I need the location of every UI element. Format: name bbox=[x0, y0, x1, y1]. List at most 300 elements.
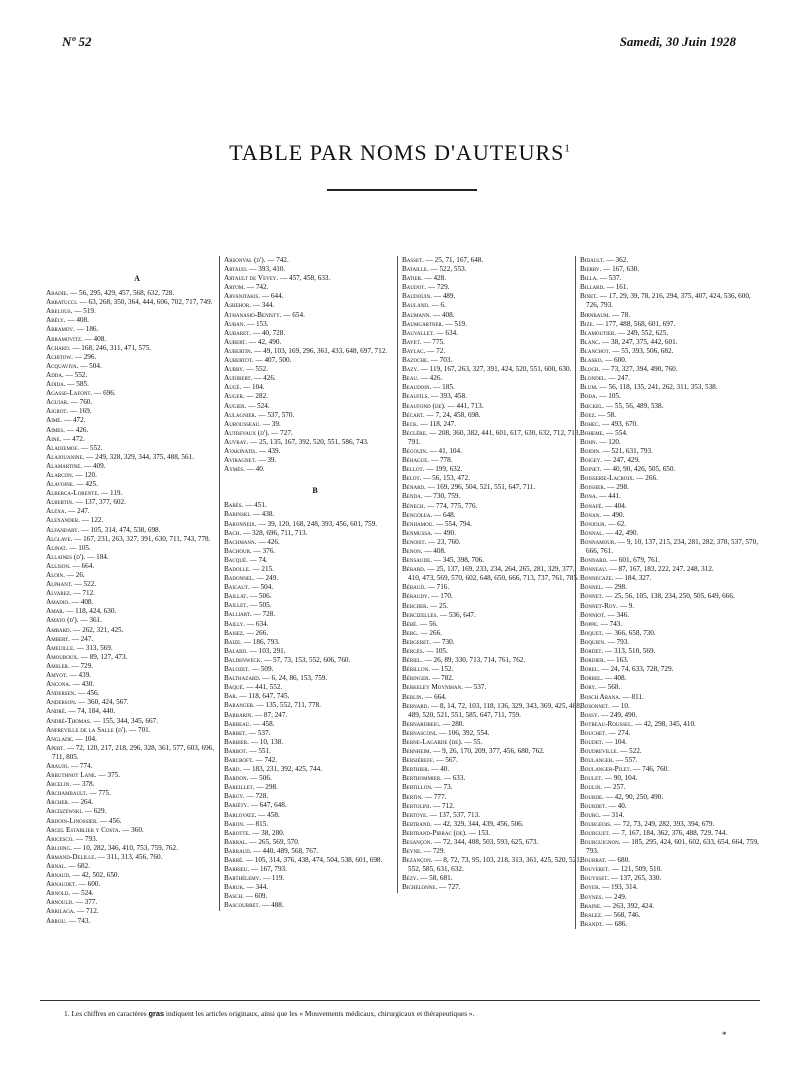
author-entry bbox=[580, 602, 762, 611]
author-entry bbox=[46, 689, 228, 698]
page-references: — 537. bbox=[599, 274, 622, 283]
page-references: — 537. bbox=[464, 683, 487, 692]
author-entry bbox=[224, 838, 406, 847]
title-footnote-marker: 1 bbox=[564, 142, 571, 155]
page-references: — 441. bbox=[599, 492, 621, 501]
author-name: Bonnard. bbox=[580, 556, 608, 565]
author-entry bbox=[580, 292, 762, 310]
author-name: Archambault. bbox=[46, 789, 88, 798]
page-references: — 153. bbox=[246, 319, 269, 328]
author-name: Boissier. bbox=[580, 483, 606, 492]
page-references: — 426. bbox=[66, 425, 89, 434]
page-references: — 155, 344, 345, 667. bbox=[93, 716, 158, 725]
page-references: — 314. bbox=[602, 810, 625, 819]
page-references: — 215. bbox=[252, 565, 274, 573]
page-references: — 509. bbox=[251, 665, 274, 674]
author-name: Barbier. bbox=[224, 737, 249, 746]
author-entry bbox=[580, 874, 762, 883]
author-entry bbox=[580, 647, 762, 656]
author-entry bbox=[224, 583, 406, 592]
author-name: Aricesco. bbox=[46, 834, 75, 843]
page-references: — 266. bbox=[246, 628, 269, 637]
page-references: — 393, 458. bbox=[430, 392, 467, 401]
author-name: Bichelonne. bbox=[402, 883, 438, 892]
page-references: — 55. bbox=[464, 737, 483, 746]
author-name: Bariéty. bbox=[224, 801, 249, 810]
author-name: Bérillon. bbox=[402, 665, 430, 674]
author-name: Belot. bbox=[402, 474, 422, 483]
page-references: — 346. bbox=[607, 610, 630, 619]
page-references: — 63, 268, 350, 364, 444, 606, 702, 717, 749. bbox=[79, 298, 213, 307]
author-entry bbox=[224, 901, 406, 910]
author-name: Barbeau. bbox=[224, 719, 252, 728]
author-entry bbox=[224, 329, 406, 338]
author-name: Benhamou. bbox=[402, 519, 435, 528]
author-entry bbox=[46, 707, 228, 716]
page-references: — 458. bbox=[258, 810, 280, 819]
page-references: — 451. bbox=[245, 501, 267, 510]
page-title bbox=[0, 140, 800, 166]
page-references: — 249, 328, 329, 344, 375, 488, 561. bbox=[86, 452, 194, 461]
author-entry bbox=[402, 483, 584, 492]
author-entry bbox=[46, 389, 228, 398]
page-references: — 262, 321, 425. bbox=[73, 625, 124, 634]
author-name: Bercizelles. bbox=[402, 610, 439, 619]
page-references: — 137, 377, 602. bbox=[75, 498, 126, 507]
author-name: Babès. bbox=[224, 501, 244, 510]
author-entry bbox=[402, 683, 584, 692]
author-name: Bériel. bbox=[402, 656, 423, 665]
author-entry bbox=[224, 283, 406, 292]
page-references: — 184, 327. bbox=[615, 574, 652, 583]
author-entry bbox=[402, 429, 584, 447]
author-name: Artom. bbox=[224, 283, 246, 292]
page-references: — 408. bbox=[424, 547, 446, 555]
author-entry bbox=[580, 438, 762, 447]
author-entry bbox=[224, 356, 406, 365]
page-references: — 712. bbox=[77, 907, 99, 916]
page-references: — 568, 746. bbox=[604, 910, 641, 919]
page-references: — 6, 24, 86, 153, 759. bbox=[262, 674, 328, 683]
author-entry bbox=[224, 429, 406, 438]
author-entry bbox=[402, 638, 584, 647]
author-entry bbox=[580, 383, 762, 392]
author-name: Bordier. bbox=[580, 656, 606, 665]
author-entry bbox=[580, 483, 762, 492]
page-references: — 163. bbox=[607, 656, 629, 665]
author-name: Bertin. bbox=[402, 792, 424, 801]
author-name: Athanasio-Benisty. bbox=[224, 310, 282, 319]
author-name: Baqué. bbox=[224, 683, 245, 692]
author-name: Aymès. bbox=[224, 465, 245, 474]
page-references: — 264. bbox=[71, 798, 94, 807]
author-name: Boudet. bbox=[580, 737, 604, 746]
author-entry bbox=[402, 774, 584, 783]
page-references: — 167, 630. bbox=[603, 265, 640, 274]
page-references: — 457, 458, 633. bbox=[280, 274, 331, 283]
author-name: Arnould. bbox=[46, 898, 74, 907]
page-references: — 266. bbox=[636, 474, 658, 483]
author-entry bbox=[402, 465, 584, 474]
author-name: Berthier. bbox=[402, 765, 430, 774]
page-references: — 120. bbox=[599, 437, 621, 446]
author-name: Alglave. bbox=[46, 534, 73, 543]
page-references: — 441, 713. bbox=[447, 401, 484, 410]
author-name: Bonnal. bbox=[580, 528, 605, 537]
author-name: Barraud. bbox=[224, 846, 252, 855]
author-entry bbox=[402, 747, 584, 756]
author-entry bbox=[402, 502, 584, 511]
author-entry bbox=[46, 771, 228, 780]
author-entry bbox=[46, 807, 228, 816]
page-references: — 249, 490. bbox=[601, 710, 638, 719]
page-references: — 62. bbox=[608, 519, 627, 528]
page-references: — 49, 103, 169, 296, 361, 433, 648, 697, 712. bbox=[254, 346, 388, 355]
page-references: — 408. bbox=[67, 316, 89, 325]
author-entry bbox=[224, 883, 406, 892]
author-name: Baylac. bbox=[402, 346, 426, 355]
footnote-bold-word: gras bbox=[148, 1009, 165, 1018]
author-name: Abély. bbox=[46, 316, 66, 325]
author-entry bbox=[224, 265, 406, 274]
author-name: Alvarez. bbox=[46, 589, 72, 598]
author-name: Barcroft. bbox=[224, 755, 254, 764]
author-name: Aigrot. bbox=[46, 407, 69, 416]
page-references: — 490. bbox=[602, 510, 625, 519]
author-name: Aurousseau. bbox=[224, 419, 261, 428]
author-name: Bauvallet. bbox=[402, 328, 435, 337]
author-entry bbox=[402, 474, 584, 483]
author-entry bbox=[224, 747, 406, 756]
author-name: Arnaudet. bbox=[46, 880, 77, 889]
author-name: Brandt. bbox=[580, 919, 604, 928]
author-entry bbox=[580, 511, 762, 520]
page-references: — 629. bbox=[84, 807, 107, 816]
author-name: Bourg. bbox=[580, 810, 601, 819]
author-entry bbox=[402, 311, 584, 320]
author-name: Allaines (d'). bbox=[46, 552, 86, 561]
page-references: — 249, 552, 625. bbox=[617, 328, 669, 337]
author-entry bbox=[402, 838, 584, 847]
author-name: Bourde. bbox=[580, 792, 604, 801]
author-name: Boulet. bbox=[580, 774, 603, 783]
author-entry bbox=[224, 510, 406, 519]
author-entry bbox=[224, 402, 406, 411]
author-entry bbox=[402, 301, 584, 310]
author-entry bbox=[46, 735, 228, 744]
page-references: — 153. bbox=[468, 828, 491, 837]
author-name: Bézy. bbox=[402, 874, 419, 883]
author-name: Botreau-Roussel. bbox=[580, 719, 633, 728]
page-references: — 426. bbox=[254, 374, 276, 383]
author-name: Balard. bbox=[224, 646, 248, 655]
author-entry bbox=[224, 447, 406, 456]
author-entry bbox=[580, 265, 762, 274]
author-entry bbox=[402, 883, 584, 892]
page-references: — 775. bbox=[89, 789, 111, 798]
author-entry bbox=[402, 383, 584, 392]
author-entry bbox=[402, 874, 584, 883]
author-entry bbox=[46, 853, 228, 862]
author-entry bbox=[580, 465, 762, 474]
author-entry bbox=[402, 456, 584, 465]
author-name: Bonnel. bbox=[580, 583, 604, 592]
author-entry bbox=[402, 492, 584, 501]
page-references: — 680. bbox=[608, 856, 630, 865]
author-name: Ancona. bbox=[46, 680, 71, 689]
author-entry bbox=[580, 747, 762, 756]
author-name: Billard. bbox=[580, 283, 605, 292]
author-name: Benoist. bbox=[402, 537, 427, 546]
author-entry bbox=[580, 529, 762, 538]
author-entry bbox=[580, 420, 762, 429]
author-name: Ambard. bbox=[46, 625, 72, 634]
author-name: Barré. bbox=[224, 856, 244, 864]
author-name: Bourrat. bbox=[580, 856, 607, 865]
author-entry bbox=[580, 638, 762, 647]
page-references: — 24, 74, 633, 728, 729. bbox=[601, 665, 674, 674]
page-references: — 456. bbox=[99, 816, 122, 825]
page-references: — 313, 569. bbox=[76, 643, 113, 652]
page-references: — 87, 247. bbox=[254, 710, 288, 719]
page-references: — 39. bbox=[262, 419, 281, 428]
author-entry bbox=[402, 256, 584, 265]
page-references: — 537. bbox=[248, 728, 271, 737]
author-name: Bonnet-Roy. bbox=[580, 601, 618, 610]
author-entry bbox=[224, 501, 406, 510]
author-name: Balozet. bbox=[224, 665, 251, 674]
page-references: — 742. bbox=[246, 283, 269, 292]
author-entry bbox=[402, 511, 584, 520]
author-entry bbox=[224, 756, 406, 765]
page-references: — 247. bbox=[71, 634, 94, 643]
author-entry bbox=[224, 647, 406, 656]
author-entry bbox=[46, 717, 228, 726]
author-name: Béraudy. bbox=[402, 592, 430, 601]
page-references: — 118, 424, 630. bbox=[66, 607, 117, 616]
page-references: — 634. bbox=[436, 328, 458, 337]
author-name: Bengolea. bbox=[402, 510, 433, 519]
author-name: Bonneau. bbox=[580, 565, 608, 574]
author-name: Amouroux. bbox=[46, 652, 79, 661]
column-separator bbox=[575, 256, 576, 929]
author-name: Alajouanine. bbox=[46, 452, 85, 461]
author-name: Béré. bbox=[402, 619, 419, 628]
author-entry bbox=[224, 729, 406, 738]
page-references: — 746, 760. bbox=[633, 765, 670, 774]
author-name: Bonniot. bbox=[580, 610, 606, 619]
author-name: Arsonval (d'). bbox=[224, 256, 266, 264]
author-name: Barbet. bbox=[224, 728, 247, 737]
author-entry bbox=[46, 335, 228, 344]
author-entry bbox=[224, 783, 406, 792]
author-name: Alinat. bbox=[46, 543, 68, 552]
author-entry bbox=[580, 665, 762, 674]
page-references: — 568. bbox=[598, 683, 621, 692]
author-entry bbox=[224, 456, 406, 465]
page-references: — 811. bbox=[622, 692, 644, 701]
page-references: — 72, 73, 249, 282, 393, 394, 679. bbox=[613, 819, 715, 828]
author-name: Andersen. bbox=[46, 689, 77, 698]
page-references: — 664. bbox=[425, 692, 447, 701]
page-references: — 408. bbox=[432, 310, 455, 319]
author-entry bbox=[46, 789, 228, 798]
author-entry bbox=[580, 274, 762, 283]
author-name: Batier. bbox=[402, 274, 423, 283]
author-name: Aviragnet. bbox=[224, 456, 257, 465]
author-name: André. bbox=[46, 707, 67, 716]
author-name: Badolle. bbox=[224, 565, 251, 573]
author-entry bbox=[46, 607, 228, 616]
page-references: — 728. bbox=[253, 610, 276, 619]
author-entry bbox=[580, 911, 762, 920]
author-name: Barlovatz. bbox=[224, 810, 257, 819]
author-name: Balliart. bbox=[224, 610, 252, 619]
author-entry bbox=[580, 802, 762, 811]
author-name: Bailly. bbox=[224, 619, 246, 628]
author-name: Arrilaga. bbox=[46, 907, 76, 916]
page-references: — 247. bbox=[608, 374, 630, 383]
author-entry bbox=[402, 292, 584, 301]
page-references: — 600. bbox=[605, 356, 627, 365]
index-column-4 bbox=[580, 256, 762, 929]
author-name: Bertolini. bbox=[402, 801, 432, 810]
author-entry bbox=[46, 298, 228, 307]
author-name: Baize. bbox=[224, 637, 242, 646]
author-name: Alavoine. bbox=[46, 480, 75, 489]
page-references: — 105, 314, 474, 538, 698. bbox=[81, 525, 161, 534]
author-entry bbox=[580, 793, 762, 802]
author-name: Bohec. bbox=[580, 419, 601, 428]
page-references: — 585. bbox=[67, 380, 89, 389]
author-entry bbox=[580, 729, 762, 738]
author-entry bbox=[224, 592, 406, 601]
page-references: — 793. bbox=[607, 637, 630, 646]
author-entry bbox=[580, 856, 762, 865]
author-entry bbox=[224, 565, 406, 574]
author-name: Bérard. bbox=[402, 565, 426, 574]
author-entry bbox=[224, 801, 406, 810]
page-references: — 760. bbox=[70, 398, 93, 407]
author-entry bbox=[224, 665, 406, 674]
author-entry bbox=[580, 411, 762, 420]
author-name: Alexa. bbox=[46, 507, 67, 516]
author-name: Boigey. bbox=[580, 456, 603, 465]
page-references: — 73. bbox=[434, 783, 453, 792]
page-references: — 328, 696, 711, 713. bbox=[242, 528, 308, 537]
author-name: Baudouin. bbox=[402, 292, 432, 301]
author-name: Amyot. bbox=[46, 671, 68, 680]
author-name: Badonnel. bbox=[224, 574, 255, 583]
page-references: — 425. bbox=[76, 480, 98, 489]
page-references: — 89, 127, 473. bbox=[80, 652, 128, 661]
page-references: — 40. bbox=[246, 465, 265, 474]
author-name: Aubertot. bbox=[224, 356, 254, 365]
page-references: — 633. bbox=[443, 774, 466, 783]
page-references: — 177, 488, 568, 601, 697. bbox=[596, 319, 676, 328]
author-entry bbox=[46, 507, 228, 516]
author-name: Béclère. bbox=[402, 428, 428, 437]
author-entry bbox=[402, 583, 584, 592]
author-name: Basset. bbox=[402, 256, 424, 264]
author-name: Bachour. bbox=[224, 546, 252, 555]
author-entry bbox=[46, 498, 228, 507]
page-references: — 23, 760. bbox=[428, 537, 461, 546]
author-name: Albertin. bbox=[46, 498, 74, 507]
author-entry bbox=[46, 516, 228, 525]
page-references: — 493, 670. bbox=[602, 419, 638, 428]
author-entry bbox=[46, 316, 228, 325]
page-references: — 375. bbox=[98, 771, 121, 780]
author-name: Arcelin. bbox=[46, 780, 72, 789]
author-name: Amsler. bbox=[46, 661, 70, 670]
author-name: Bidault. bbox=[580, 256, 605, 264]
author-name: Artault de Vevey. bbox=[224, 274, 279, 283]
author-name: Béraud. bbox=[402, 583, 426, 592]
author-entry bbox=[224, 547, 406, 556]
author-entry bbox=[580, 338, 762, 347]
author-name: Bourdet. bbox=[580, 801, 607, 810]
page-references: — 407, 500. bbox=[255, 356, 292, 365]
author-name: Berlin. bbox=[402, 692, 424, 701]
author-entry bbox=[580, 474, 762, 483]
author-name: Argel Establier y Costa. bbox=[46, 825, 121, 834]
author-entry bbox=[580, 320, 762, 329]
author-name: Bergès. bbox=[402, 647, 425, 656]
author-name: Allison. bbox=[46, 561, 71, 570]
page-references: — 26. bbox=[66, 571, 85, 579]
author-name: Borrel. bbox=[580, 674, 603, 683]
author-name: Bersiéreff. bbox=[402, 756, 435, 765]
author-name: Boyer. bbox=[580, 883, 601, 892]
page-references: — 441, 552. bbox=[246, 683, 283, 692]
author-entry bbox=[46, 780, 228, 789]
page-references: — 25, 71, 167, 648. bbox=[425, 256, 484, 264]
author-name: Bourguet. bbox=[580, 828, 611, 837]
author-entry bbox=[580, 620, 762, 629]
author-name: Berthommier. bbox=[402, 774, 442, 783]
page-references: — 743. bbox=[600, 619, 623, 628]
author-entry bbox=[402, 320, 584, 329]
author-entry bbox=[402, 547, 584, 556]
author-name: Avakinatis. bbox=[224, 446, 258, 455]
page-references: — 774, 775, 776. bbox=[427, 501, 478, 510]
author-entry bbox=[224, 620, 406, 629]
author-name: Bosonnet. bbox=[580, 701, 610, 710]
author-entry bbox=[46, 653, 228, 662]
page-references: — 167, 793. bbox=[251, 865, 287, 874]
author-name: Beck. bbox=[402, 419, 419, 428]
page-references: — 552. bbox=[65, 370, 88, 379]
author-name: Alamartine. bbox=[46, 461, 83, 470]
author-name: Bierry. bbox=[580, 265, 602, 274]
author-entry bbox=[580, 556, 762, 565]
author-name: Amadio. bbox=[46, 598, 70, 607]
author-entry bbox=[580, 711, 762, 720]
author-name: Benda. bbox=[402, 492, 423, 501]
page-references: — 42, 329, 344, 439, 456, 506. bbox=[433, 819, 524, 828]
author-name: Beaufond (de). bbox=[402, 401, 446, 410]
author-name: Barbot. bbox=[224, 746, 248, 755]
author-entry bbox=[402, 611, 584, 620]
page-references: — 648. bbox=[434, 510, 456, 519]
author-entry bbox=[402, 556, 584, 565]
page-references: — 184. bbox=[87, 552, 109, 561]
author-entry bbox=[224, 829, 406, 838]
page-references: — 506. bbox=[249, 592, 272, 601]
author-name: Barrieu. bbox=[224, 865, 250, 874]
author-name: Amato (d'). bbox=[46, 616, 79, 625]
